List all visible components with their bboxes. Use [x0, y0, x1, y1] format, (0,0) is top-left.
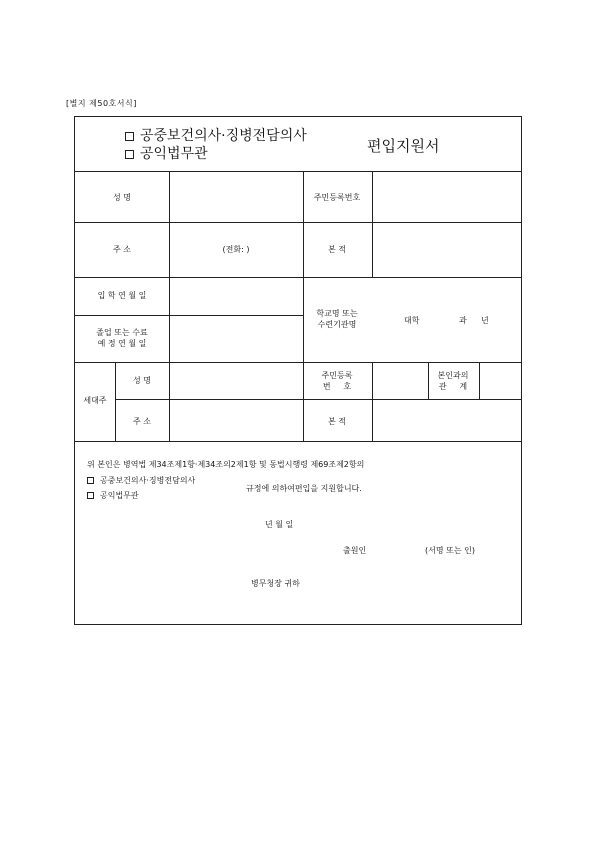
row-divider [75, 222, 521, 223]
statement-checkbox-lawyer[interactable] [87, 492, 94, 499]
title-option-lawyer [125, 147, 208, 161]
householder-label: 세대주 [83, 396, 107, 405]
row-divider [75, 315, 303, 316]
row-divider [115, 399, 521, 400]
column-divider [115, 362, 116, 441]
column-divider [372, 171, 373, 277]
row-divider [75, 277, 521, 278]
phone-label: (전화: ) [222, 245, 250, 254]
applicant-label: 출원인 [343, 546, 367, 555]
householder-origin-label: 본 적 [328, 417, 346, 426]
title-option-doctor-label: 공중보건의사·징병전담의사 [140, 128, 307, 144]
column-divider [169, 171, 170, 441]
statement-request: 규정에 의하여편입을 지원합니다. [246, 484, 362, 493]
checkbox-lawyer[interactable] [125, 150, 134, 159]
checkbox-doctor[interactable] [125, 132, 134, 141]
title-option-lawyer-label: 공익법무관 [140, 146, 208, 162]
school-name-label: 학교명 또는 수련기관명 [316, 309, 358, 329]
title-option-doctor [125, 129, 307, 143]
department-label: 과 [459, 316, 467, 325]
column-divider [479, 362, 480, 399]
row-divider [75, 441, 521, 442]
householder-name-label: 성 명 [133, 376, 151, 385]
column-divider [303, 171, 304, 441]
statement-option-lawyer [87, 492, 139, 500]
graduation-date-label: 졸업 또는 수료 예 정 연 월 일 [96, 328, 148, 348]
origin-label: 본 적 [328, 245, 346, 254]
name-label: 성 명 [113, 193, 131, 202]
row-divider [75, 171, 521, 172]
relation-label: 본인과의 관 계 [437, 371, 469, 391]
form-title: 편입지원서 [367, 137, 440, 155]
year-label: 년 [481, 316, 489, 325]
row-divider [75, 362, 521, 363]
resident-number-label: 주민등록번호 [313, 193, 361, 202]
application-date: 년 월 일 [265, 520, 294, 529]
form-number-label: [별지 제50호서식] [66, 99, 137, 108]
statement-line: 위 본인은 병역법 제34조제1항·제34조의2제1항 및 동법시행령 제69조제2항의 [87, 460, 365, 469]
statement-option-doctor-label: 공중보건의사·징병전담의사 [100, 476, 196, 485]
column-divider [428, 362, 429, 399]
statement-option-doctor [87, 477, 195, 485]
university-label: 대학 [404, 316, 420, 325]
statement-checkbox-doctor[interactable] [87, 477, 94, 484]
column-divider [372, 362, 373, 441]
signature-label: (서명 또는 인) [425, 546, 475, 555]
address-label: 주 소 [113, 245, 131, 254]
recipient-label: 병무청장 귀하 [251, 579, 300, 588]
admission-date-label: 입 학 연 월 일 [97, 291, 147, 300]
householder-address-label: 주 소 [133, 417, 151, 426]
statement-option-lawyer-label: 공익법무관 [100, 491, 139, 500]
application-form [74, 116, 522, 625]
householder-resident-number-label: 주민등록 번 호 [321, 371, 353, 391]
